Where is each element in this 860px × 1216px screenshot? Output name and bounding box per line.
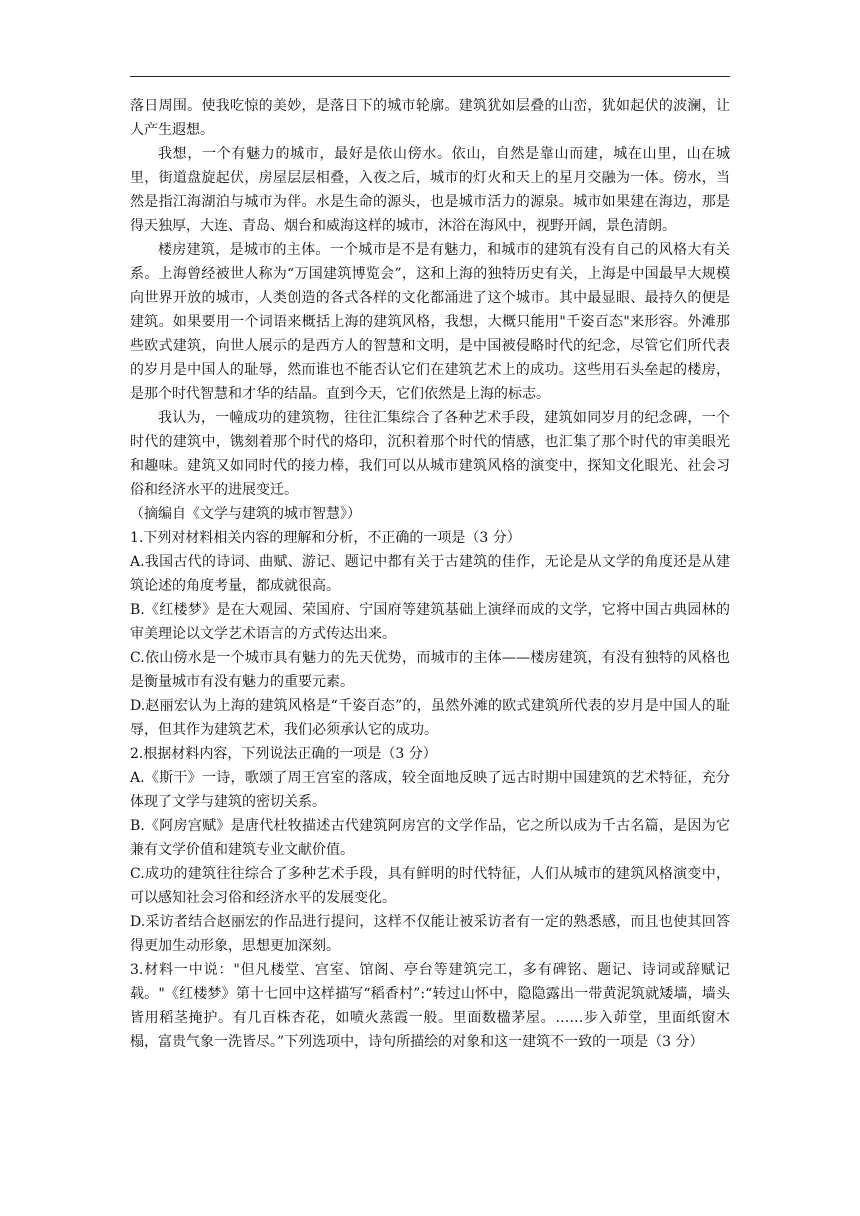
question-2-option-b: B.《阿房宫赋》是唐代杜牧描述古代建筑阿房宫的文学作品，它之所以成为千古名篇，是因为它兼有文学价值和建筑专业文献价值。 <box>130 818 730 858</box>
question-1-option-c: C.依山傍水是一个城市具有魅力的先天优势，而城市的主体——楼房建筑，有没有独特的风格也是衡量城市有没有魅力的重要元素。 <box>130 650 730 690</box>
header-rule <box>130 76 730 77</box>
document-body <box>130 94 730 1054</box>
question-2-option-c: C.成功的建筑往往综合了多种艺术手段，具有鲜明的时代特征，人们从城市的建筑风格演变中，可以感知社会习俗和经济水平的发展变化。 <box>130 866 730 906</box>
passage-source: （摘编自《文学与建筑的城市智慧》） <box>130 506 361 522</box>
question-2-option-a: A.《斯干》一诗，歌颂了周王宫室的落成，较全面地反映了远古时期中国建筑的艺术特征，充分体现了文学与建筑的密切关系。 <box>130 770 730 810</box>
question-1-option-a: A.我国古代的诗词、曲赋、游记、题记中都有关于古建筑的佳作，无论是从文学的角度还是从建筑论述的角度考量，都成就很高。 <box>130 554 730 594</box>
question-2-option-d: D.采访者结合赵丽宏的作品进行提问，这样不仅能让被采访者有一定的熟悉感，而且也使其回答得更加生动形象，思想更加深刻。 <box>130 914 730 954</box>
question-1-option-d: D.赵丽宏认为上海的建筑风格是“千姿百态”的，虽然外滩的欧式建筑所代表的岁月是中国人的耻辱，但其作为建筑艺术，我们必须承认它的成功。 <box>130 698 730 738</box>
question-3-stem: 3.材料一中说："但凡楼堂、宫室、馆阁、亭台等建筑完工，多有碑铭、题记、诗词或辞赋记载。"《红楼梦》第十七回中这样描写“稻香村”:“转过山怀中，隐隐露出一带黄泥筑就矮墙，墙头皆用稻茎掩护。有几百株杏花，如喷火蒸霞一般。里面数楹茅屋。……步入茆堂，里面纸窗木榻，富贵气象一洗皆尽。”下列选项中，诗句所描绘的对象和这一建筑不一致的一项是（3 分） <box>130 962 730 1050</box>
question-2-stem: 2.根据材料内容，下列说法正确的一项是（3 分） <box>130 746 437 762</box>
passage-paragraph-3: 我认为，一幢成功的建筑物，往往汇集综合了各种艺术手段，建筑如同岁月的纪念碑，一个时代的建筑中，镌刻着那个时代的烙印，沉积着那个时代的情感，也汇集了那个时代的审美眼光和趣味。建筑又如同时代的接力棒，我们可以从城市建筑风格的演变中，探知文化眼光、社会习俗和经济水平的进展变迁。 <box>130 410 730 498</box>
passage-paragraph-0: 落日周围。使我吃惊的美妙，是落日下的城市轮廓。建筑犹如层叠的山峦，犹如起伏的波澜，让人产生遐想。 <box>130 98 730 138</box>
passage-paragraph-1: 我想，一个有魅力的城市，最好是依山傍水。依山，自然是靠山而建，城在山里，山在城里，街道盘旋起伏，房屋层层相叠，入夜之后，城市的灯火和天上的星月交融为一体。傍水，当然是指江海湖泊与城市为伴。水是生命的源头，也是城市活力的源泉。城市如果建在海边，那是得天独厚，大连、青岛、烟台和威海这样的城市，沐浴在海风中，视野开阔，景色清朗。 <box>130 146 730 234</box>
question-1-stem: 1.下列对材料相关内容的理解和分析，不正确的一项是（3 分） <box>130 530 521 546</box>
question-1-option-b: B.《红楼梦》是在大观园、荣国府、宁国府等建筑基础上演绎而成的文学，它将中国古典园林的审美理论以文学艺术语言的方式传达出来。 <box>130 602 730 642</box>
passage-paragraph-2: 楼房建筑，是城市的主体。一个城市是不是有魅力，和城市的建筑有没有自己的风格大有关系。上海曾经被世人称为“万国建筑博览会”，这和上海的独特历史有关，上海是中国最早大规模向世界开放的城市，人类创造的各式各样的文化都涌进了这个城市。其中最显眼、最持久的便是建筑。如果要用一个词语来概括上海的建筑风格，我想，大概只能用"千姿百态"来形容。外滩那些欧式建筑，向世人展示的是西方人的智慧和文明，是中国被侵略时代的纪念，尽管它们所代表的岁月是中国人的耻辱，然而谁也不能否认它们在建筑艺术上的成功。这些用石头垒起的楼房，是那个时代智慧和才华的结晶。直到今天，它们依然是上海的标志。 <box>130 242 730 402</box>
